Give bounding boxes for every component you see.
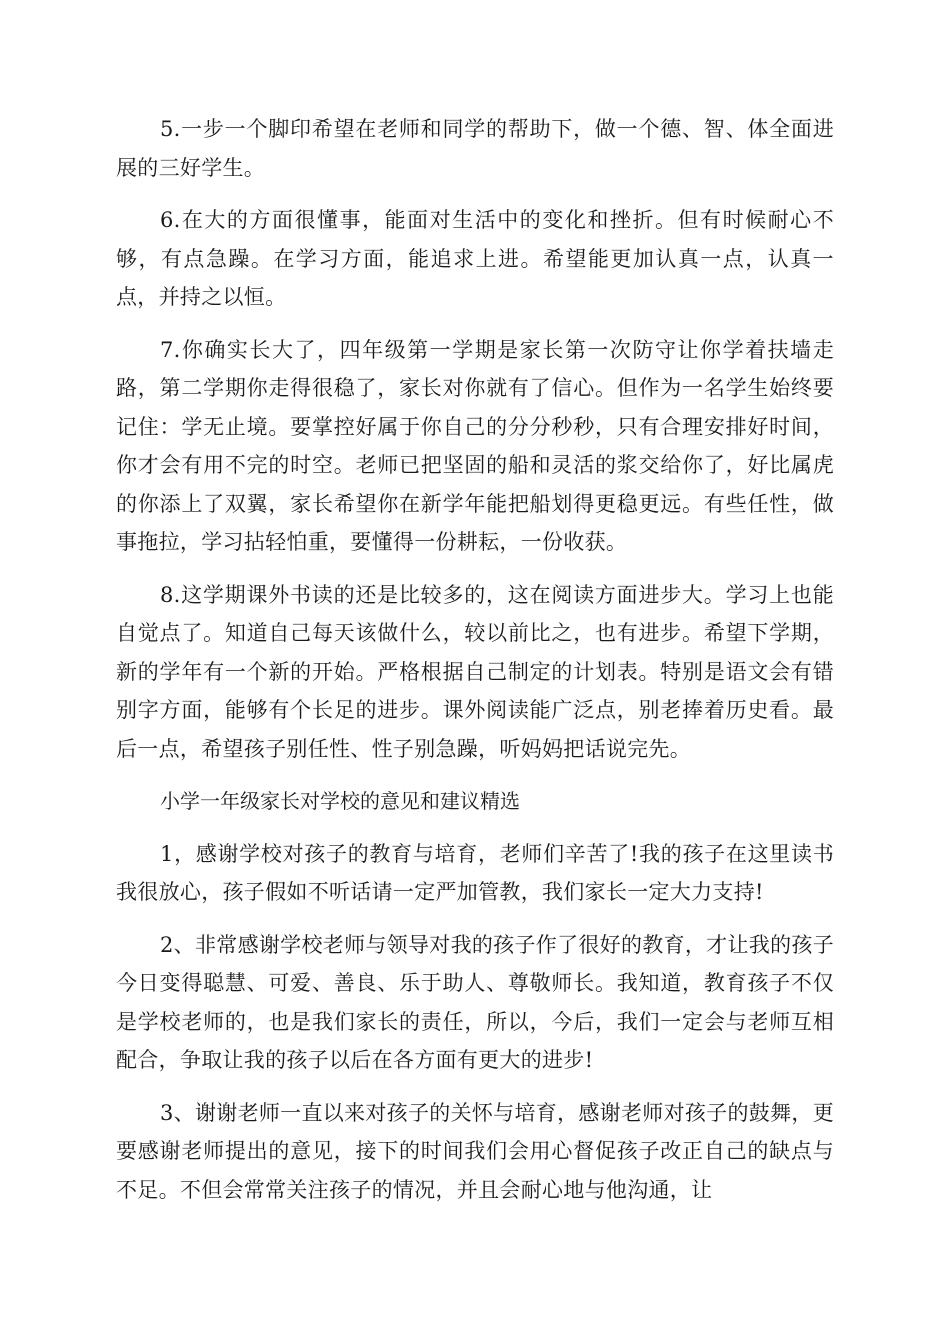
- section-heading: 小学一年级家长对学校的意见和建议精选: [160, 789, 520, 813]
- suggestion-2: 2、非常感谢学校老师与领导对我的孩子作了很好的教育，才让我的孩子今日变得聪慧、可爱、善良、乐于助人、尊敬师长。我知道，教育孩子不仅是学校老师的，也是我们家长的责任，所以，今后，我们一定会与老师互相配合，争取让我的孩子以后在各方面有更大的进步!: [116, 932, 834, 1072]
- document-body: [116, 110, 834, 1223]
- paragraph-5: 5.一步一个脚印希望在老师和同学的帮助下，做一个德、智、体全面进展的三好学生。: [116, 117, 834, 180]
- suggestion-1: 1，感谢学校对孩子的教育与培育，老师们辛苦了!我的孩子在这里读书我很放心，孩子假如不听话请一定严加管教，我们家长一定大力支持!: [116, 841, 834, 904]
- suggestion-3: 3、谢谢老师一直以来对孩子的关怀与培育，感谢老师对孩子的鼓舞，更要感谢老师提出的意见，接下的时间我们会用心督促孩子改正自己的缺点与不足。不但会常常关注孩子的情况，并且会耐心地与他沟通，让: [116, 1100, 834, 1202]
- paragraph-8: 8.这学期课外书读的还是比较多的，这在阅读方面进步大。学习上也能自觉点了。知道自己每天该做什么，较以前比之，也有进步。希望下学期，新的学年有一个新的开始。严格根据自己制定的计划表。特别是语文会有错别字方面，能够有个长足的进步。课外阅读能广泛点，别老捧着历史看。最后一点，希望孩子别任性、性子别急躁，听妈妈把话说完先。: [116, 582, 834, 761]
- paragraph-6: 6.在大的方面很懂事，能面对生活中的变化和挫折。但有时候耐心不够，有点急躁。在学习方面，能追求上进。希望能更加认真一点，认真一点，并持之以恒。: [116, 208, 834, 309]
- paragraph-7: 7.你确实长大了，四年级第一学期是家长第一次防守让你学着扶墙走路，第二学期你走得很稳了，家长对你就有了信心。但作为一名学生始终要记住：学无止境。要掌控好属于你自己的分分秒秒，只有合理安排好时间，你才会有用不完的时空。老师已把坚固的船和灵活的浆交给你了，好比属虎的你添上了双翼，家长希望你在新学年能把船划得更稳更远。有些任性，做事拖拉，学习拈轻怕重，要懂得一份耕耘，一份收获。: [116, 337, 834, 554]
